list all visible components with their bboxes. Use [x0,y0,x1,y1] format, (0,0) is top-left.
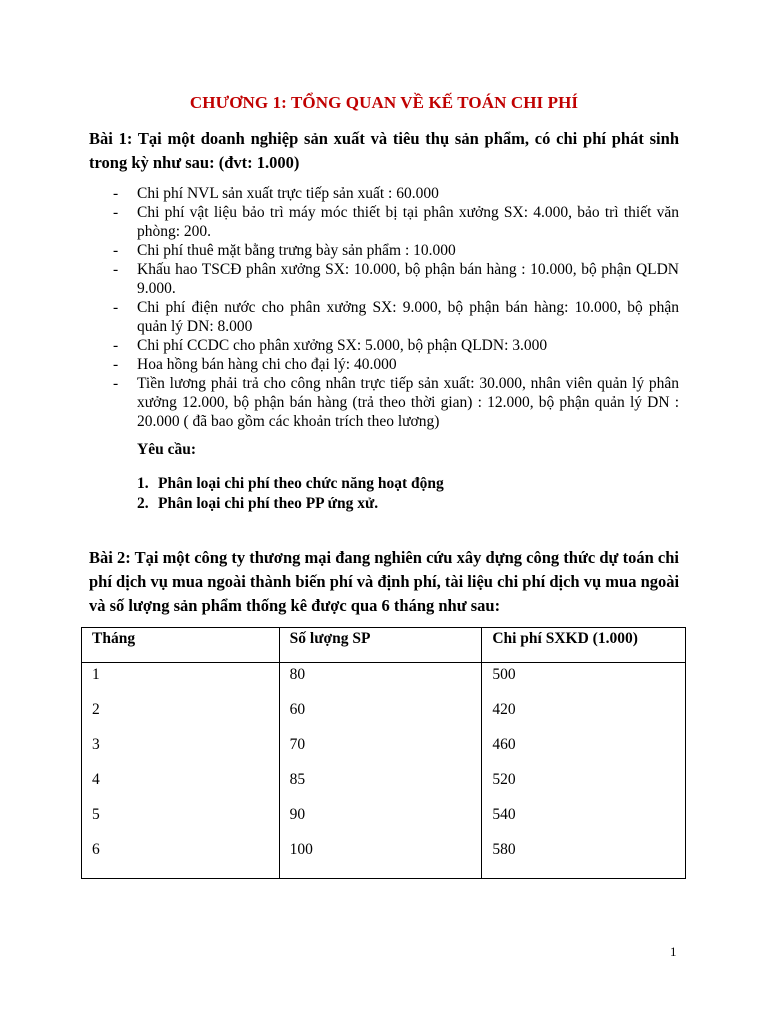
exercise-2-heading [89,546,679,618]
request-text: Phân loại chi phí theo chức năng hoạt động [158,475,444,492]
list-item: - Hoa hồng bán hàng chi cho đại lý: 40.000 [113,355,679,374]
table-cell: 2 [82,698,280,733]
exercise-2-heading-line-3: và số lượng sản phẩm thống kê được qua 6 tháng như sau: [89,596,501,615]
table-cell: 70 [279,733,482,768]
table-cell: 100 [279,838,482,879]
request-item [137,494,444,514]
table-cell: 1 [82,663,280,698]
table-cell: 500 [482,663,686,698]
list-item: - Chi phí vật liệu bảo trì máy móc thiết bị tại phân xưởng SX: 4.000, bảo trì thiết văn phòng: 200. [113,203,679,241]
table-row [82,803,686,838]
exercise-1-heading [89,127,679,175]
request-label: Yêu cầu: [137,441,196,458]
column-header-quantity: Số lượng SP [279,628,482,663]
list-item: - Tiền lương phải trả cho công nhân trực tiếp sản xuất: 30.000, nhân viên quản lý phân xưởng 12.000, bộ phận bán hàng (trả theo thời gian) : 12.000, bộ phận quản lý DN : 20.000 ( đã bao gồm các khoản trích theo lương) [113,374,679,431]
table-cell: 4 [82,768,280,803]
request-number: 2. [137,495,149,512]
table-header-row [82,628,686,663]
request-number: 1. [137,475,149,492]
table-row [82,663,686,698]
chapter-title: CHƯƠNG 1: TỔNG QUAN VỀ KẾ TOÁN CHI PHÍ [189,93,579,112]
request-text: Phân loại chi phí theo PP ứng xử. [158,495,379,512]
table-cell: 520 [482,768,686,803]
exercise-2-heading-line-1: Bài 2: Tại một công ty thương mại đang nghiên cứu xây dựng công thức dự toán chi [89,548,679,567]
table-cell: 540 [482,803,686,838]
table-cell: 85 [279,768,482,803]
exercise-1-heading-line-2: trong kỳ như sau: (đvt: 1.000) [89,153,300,172]
table-cell: 80 [279,663,482,698]
table-cell: 60 [279,698,482,733]
exercise-1-heading-line-1: Bài 1: Tại một doanh nghiệp sản xuất và tiêu thụ sản phẩm, có chi phí phát sinh [89,129,679,148]
exercise-2-heading-line-2: phí dịch vụ mua ngoài thành biến phí và định phí, tài liệu chi phí dịch vụ mua ngoài [89,572,680,591]
request-item [137,474,444,494]
table-row [82,733,686,768]
request-list [137,474,444,514]
table-row [82,838,686,879]
list-item: - Khấu hao TSCĐ phân xưởng SX: 10.000, bộ phận bán hàng : 10.000, bộ phận QLDN 9.000. [113,260,679,298]
column-header-cost: Chi phí SXKD (1.000) [482,628,686,663]
exercise-1-cost-list [113,184,679,431]
list-item: - Chi phí thuê mặt bằng trưng bày sản phẩm : 10.000 [113,241,679,260]
table-row [82,768,686,803]
list-item: - Chi phí CCDC cho phân xưởng SX: 5.000, bộ phận QLDN: 3.000 [113,336,679,355]
list-item: - Chi phí NVL sản xuất trực tiếp sản xuất : 60.000 [113,184,679,203]
table-cell: 3 [82,733,280,768]
table-cell: 6 [82,838,280,879]
table-cell: 580 [482,838,686,879]
table-cell: 420 [482,698,686,733]
table-row [82,698,686,733]
table-cell: 460 [482,733,686,768]
table-cell: 5 [82,803,280,838]
page-number: 1 [670,944,677,959]
column-header-month: Tháng [82,628,280,663]
cost-data-table [81,627,686,879]
table-cell: 90 [279,803,482,838]
list-item: - Chi phí điện nước cho phân xưởng SX: 9.000, bộ phận bán hàng: 10.000, bộ phận quản lý DN: 8.000 [113,298,679,336]
